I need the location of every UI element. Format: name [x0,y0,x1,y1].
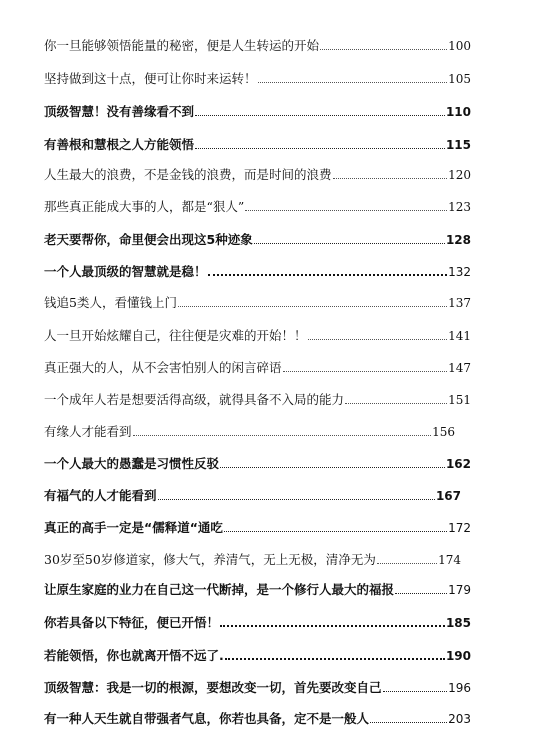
toc-entry-page: 141 [448,329,471,343]
toc-entry [44,71,471,87]
toc-entry [44,615,471,631]
dot-leader [254,242,445,244]
toc-entry-title: 钱追5类人，看懂钱上门 [44,295,177,310]
toc-entry [44,104,471,120]
toc-entry [44,392,471,408]
toc-entry-title: 老天要帮你，命里便会出现这5种迹象 [44,232,253,247]
dot-leader [220,624,445,627]
toc-entry-page: 190 [445,649,471,663]
toc-entry-title: 让原生家庭的业力在自己这一代断掉，是一个修行人最大的福报 [44,582,395,597]
toc-entry [44,488,461,504]
toc-entry-page: 137 [448,296,471,310]
toc-entry-title: 你一旦能够领悟能量的秘密，便是人生转运的开始 [44,38,320,53]
toc-entry-page: 203 [448,712,471,726]
dot-leader [308,338,448,340]
toc-entry-page: 174 [438,553,461,567]
toc-entry-page: 132 [448,265,471,279]
dot-leader [395,592,447,594]
dot-leader [158,498,435,500]
dot-leader [258,81,448,83]
dot-leader [208,273,448,276]
dot-leader [283,370,448,372]
toc-entry-page: 167 [435,489,461,503]
toc-entry-page: 147 [448,361,471,375]
toc-entry-page: 179 [448,583,471,597]
toc-entry [44,295,471,311]
dot-leader [133,434,432,436]
toc-entry-title: 你若具备以下特征，便已开悟！ [44,615,220,630]
toc-entry [44,167,471,183]
toc-entry [44,232,471,248]
toc-entry-title: 真正的高手一定是“儒释道“通吃 [44,520,223,535]
toc-entry-title: 一个人最顶级的智慧就是稳！ [44,264,207,279]
toc-entry-title: 30岁至50岁修道家，修大气，养清气，无上无极，清净无为 [44,552,376,567]
toc-entry-title: 若能领悟，你也就离开悟不远了. [44,648,224,663]
dot-leader [195,147,445,149]
toc-entry-title: 有缘人才能看到 [44,424,132,439]
toc-entry [44,360,471,376]
toc-entry-page: 172 [448,521,471,535]
dot-leader [345,402,447,404]
dot-leader [245,209,447,211]
toc-entry-page: 105 [448,72,471,86]
toc-entry-page: 100 [448,39,471,53]
toc-entry [44,711,471,727]
toc-entry [44,680,471,696]
toc-entry-title: 人一旦开始炫耀自己，往往便是灾难的开始！！ [44,328,307,343]
toc-entry-title: 有福气的人才能看到 [44,488,157,503]
toc-entry [44,424,455,440]
dot-leader [383,690,448,692]
dot-leader [220,466,445,468]
toc-entry [44,328,471,344]
dot-leader [333,177,448,179]
toc-entry [44,648,471,664]
dot-leader [224,530,447,532]
toc-entry [44,456,471,472]
toc-entry-page: 128 [445,233,471,247]
toc-entry-title: 一个人最大的愚蠢是习惯性反驳 [44,456,220,471]
toc-entry-page: 120 [448,168,471,182]
toc-entry-title: 有善根和慧根之人方能领悟 [44,137,195,152]
dot-leader [225,657,445,660]
toc-entry-page: 156 [432,425,455,439]
toc-entry-title: 真正强大的人，从不会害怕别人的闲言碎语 [44,360,282,375]
toc-entry-page: 162 [445,457,471,471]
toc-entry [44,520,471,536]
dot-leader [370,721,447,723]
toc-entry [44,38,471,54]
toc-entry [44,582,471,598]
dot-leader [195,114,445,116]
toc-entry-title: 顶级智慧：我是一切的根源，要想改变一切，首先要改变自己 [44,680,382,695]
dot-leader [320,48,447,50]
toc-entry [44,137,471,153]
toc-entry-page: 110 [445,105,471,119]
toc-entry-title: 一个成年人若是想要活得高级，就得具备不入局的能力 [44,392,345,407]
toc-entry [44,199,471,215]
toc-entry-title: 有一种人天生就自带强者气息，你若也具备，定不是一般人 [44,711,370,726]
toc-entry-page: 123 [448,200,471,214]
dot-leader [377,562,437,564]
toc-entry-title: 顶级智慧！没有善缘看不到 [44,104,195,119]
toc-entry-page: 115 [445,138,471,152]
toc-entry-title: 坚持做到这十点，便可让你时来运转！ [44,71,257,86]
toc-entry-page: 196 [448,681,471,695]
dot-leader [178,305,447,307]
toc-entry [44,552,461,568]
toc-entry-title: 人生最大的浪费，不是金钱的浪费，而是时间的浪费 [44,167,332,182]
toc-entry-page: 185 [445,616,471,630]
toc-entry-page: 151 [448,393,471,407]
toc-entry [44,264,471,280]
toc-entry-title: 那些真正能成大事的人，都是“狠人” [44,199,245,214]
